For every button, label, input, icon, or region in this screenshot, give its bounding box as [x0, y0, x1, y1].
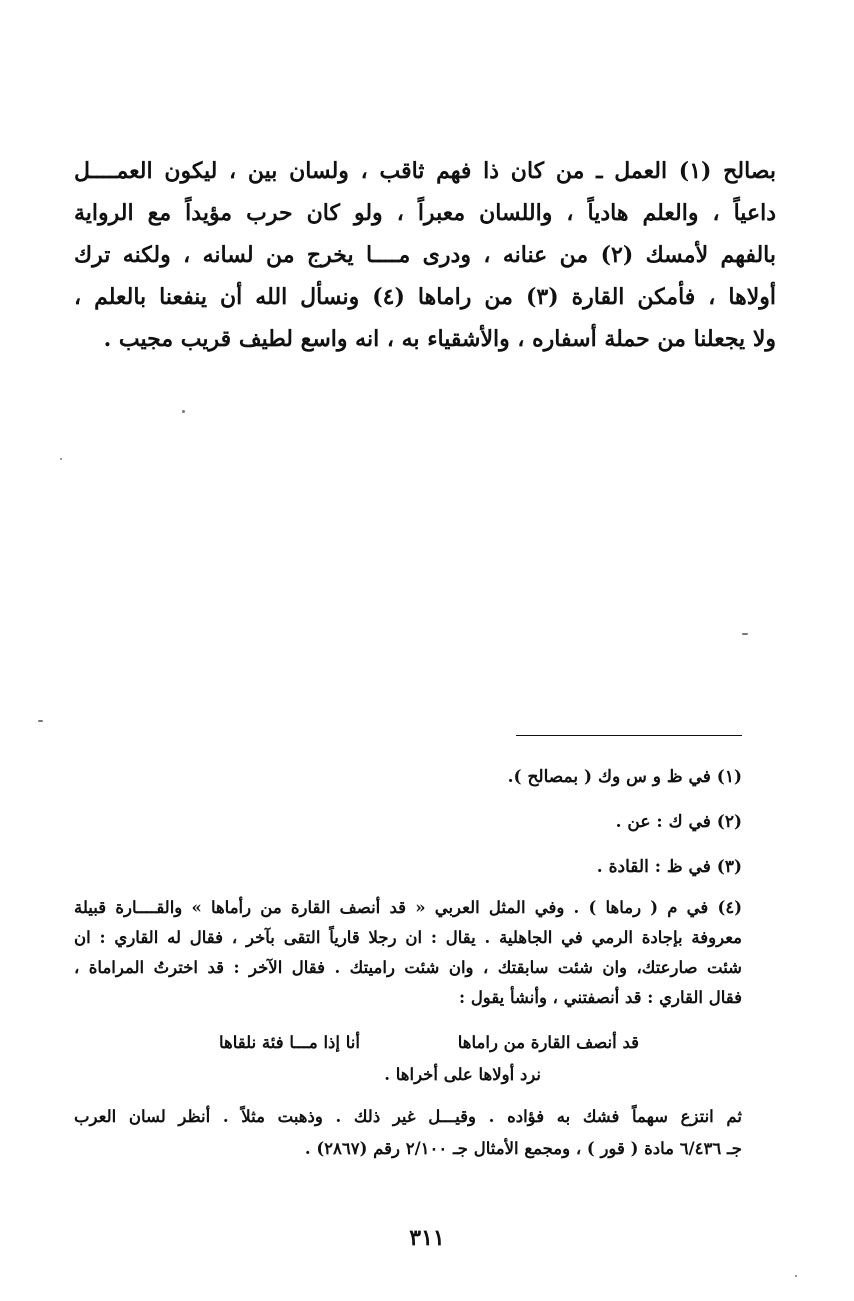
- scan-speck: [742, 633, 748, 635]
- footnote-4-closing-line: جـ ٦/٤٣٦ مادة ( قور ) ، ومجمع الأمثال جـ ٢/١٠٠ رقم (٢٨٦٧) .: [304, 1139, 742, 1158]
- page-number: ٣١١: [409, 1225, 445, 1251]
- footnote-4: [74, 893, 742, 1013]
- scan-speck: [38, 720, 43, 722]
- footnote-4-closing-line: ثم انتزع سهماً فشك به فؤاده . وقيـــل غير ذلك . وذهبت مثلاً . أنظر لسان العرب: [74, 1107, 742, 1126]
- footnote-1: (١) في ظ و س وك ( بمصالح ).: [507, 767, 742, 787]
- footnote-4-closing: [74, 1101, 742, 1165]
- main-text-line: بصالح (١) العمل ـ من كان ذا فهم ثاقب ، ولسان بين ، ليكون العمــــل: [74, 158, 776, 184]
- footnote-3: (٣) في ظ : القادة .: [596, 857, 742, 877]
- footnote-separator: [516, 735, 742, 736]
- verse-line: [219, 1027, 639, 1059]
- verse-second-hemistich: أنا إذا مـــا فئة نلقاها: [219, 1033, 360, 1052]
- footnote-4-line: شئت صارعتك، وان شئت سابقتك ، وان شئت راميتك . فقال الآخر : قد اخترتُ المراماة ،: [74, 958, 742, 977]
- verse-third-line: نرد أولاها على أخراها .: [384, 1065, 541, 1084]
- poetry-verse: [219, 1027, 639, 1091]
- main-text-block: [74, 150, 776, 360]
- footnote-4-line: (٤) في م ( رماها ) . وفي المثل العربي « قد أنصف القارة من رأماها » والقــــارة قبيلة: [74, 898, 742, 917]
- main-text-line: أولاها ، فأمكن القارة (٣) من راماها (٤) ونسأل الله أن ينفعنا بالعلم ،: [74, 284, 777, 310]
- scan-speck: [795, 1275, 797, 1277]
- main-text-line: بالفهم لأمسك (٢) من عنانه ، ودرى مــــا يخرج من لسانه ، ولكنه ترك: [74, 242, 776, 268]
- scan-speck: [182, 410, 185, 413]
- main-text-line: داعياً ، والعلم هادياً ، واللسان معبراً ، ولو كان حرب مؤيداً مع الرواية: [74, 200, 776, 226]
- short-footnotes: [74, 757, 742, 892]
- main-text-line: ولا يجعلنا من حملة أسفاره ، والأشقياء به ، انه واسع لطيف قريب مجيب .: [103, 326, 776, 352]
- footnote-2: (٢) في ك : عن .: [615, 812, 742, 832]
- scan-speck: [60, 458, 62, 460]
- footnote-4-line: فقال القاري : قد أنصفتني ، وأنشأ يقول :: [458, 988, 742, 1007]
- verse-first-hemistich: قد أنصف القارة من راماها: [457, 1033, 639, 1052]
- footnote-4-line: معروفة بإجادة الرمي في الجاهلية . يقال : ان رجلا قارياً التقى بآخر ، فقال له القاري : ان: [74, 928, 742, 947]
